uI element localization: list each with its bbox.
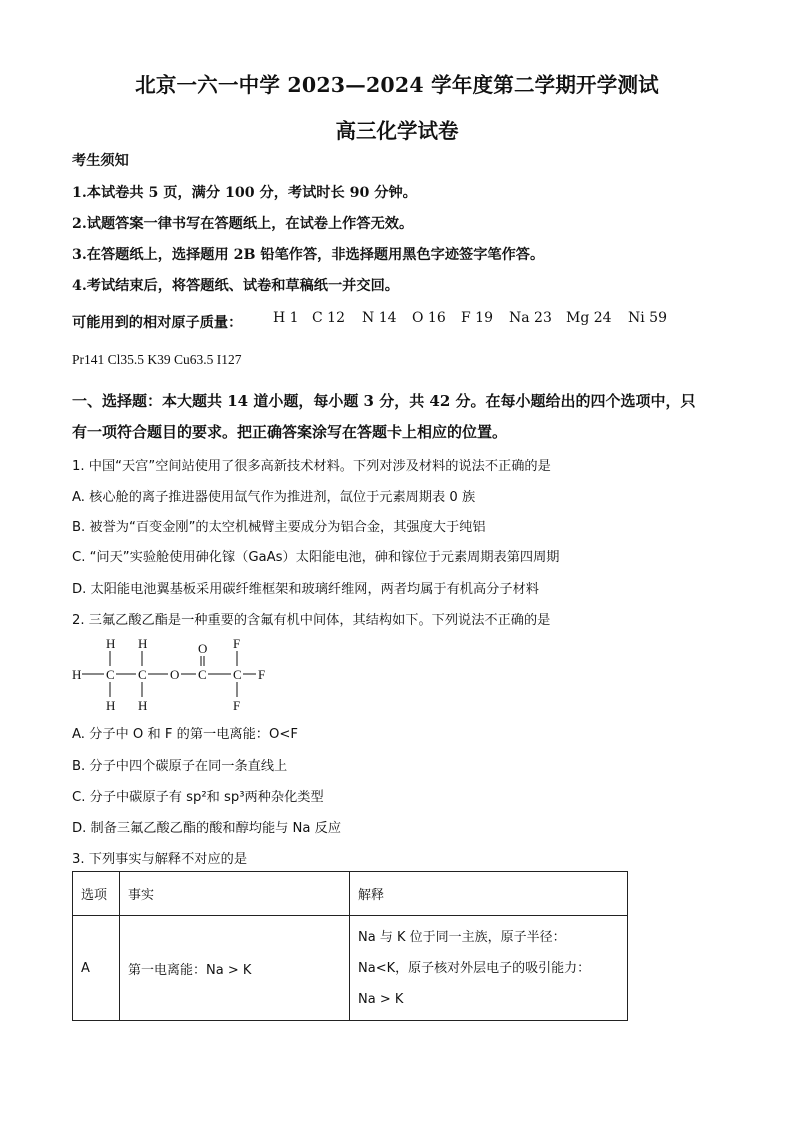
atomic-mass-item: H 1 — [273, 310, 299, 326]
atomic-mass-item: Mg 24 — [566, 310, 612, 326]
table-header: 事实 — [120, 872, 350, 916]
explanation-line: Na<K，原子核对外层电子的吸引能力： — [358, 960, 591, 976]
exam-title: 北京一六一中学 2023—2024 学年度第二学期开学测试 — [135, 73, 659, 97]
table-cell-fact: 第一电离能：Na > K — [120, 916, 350, 1021]
atom-c: C — [138, 667, 147, 682]
q1-stem: 1. 中国“天宫”空间站使用了很多高新技术材料。下列对涉及材料的说法不正确的是 — [72, 459, 551, 474]
atomic-mass-item: Ni 59 — [628, 310, 667, 326]
table-header: 解释 — [350, 872, 628, 916]
atom-o: O — [170, 667, 180, 682]
atom-h: H — [138, 636, 148, 651]
q2-option-b: B. 分子中四个碳原子在同一条直线上 — [72, 759, 288, 774]
explanation-line: Na 与 K 位于同一主族，原子半径： — [358, 929, 566, 945]
table-cell-option: A — [73, 916, 120, 1021]
notice-item: 1.本试卷共 5 页，满分 100 分，考试时长 90 分钟。 — [72, 185, 417, 201]
table-cell-explanation — [350, 916, 628, 1021]
exam-subtitle: 高三化学试卷 — [335, 119, 459, 143]
atomic-mass-item: C 12 — [312, 310, 345, 326]
notice-item: 3.在答题纸上，选择题用 2B 铅笔作答，非选择题用黑色字迹签字笔作答。 — [72, 247, 545, 263]
explanation-line: Na > K — [358, 991, 404, 1007]
atom-h: H — [72, 667, 82, 682]
atomic-mass-label: 可能用到的相对原子质量： — [72, 315, 243, 331]
atom-c: C — [198, 667, 207, 682]
q3-table — [72, 871, 628, 1021]
section-heading-cont: 有一项符合题目的要求。把正确答案涂写在答题卡上相应的位置。 — [72, 423, 508, 441]
table-row — [73, 916, 628, 1021]
atom-f: F — [233, 698, 241, 713]
atom-f: F — [233, 636, 241, 651]
notice-item: 2.试题答案一律书写在答题纸上，在试卷上作答无效。 — [72, 216, 414, 232]
atomic-mass-item: O 16 — [412, 310, 446, 326]
structural-formula — [70, 634, 290, 716]
atom-c: C — [106, 667, 115, 682]
q1-option-a: A. 核心舱的离子推进器使用氙气作为推进剂，氙位于元素周期表 0 族 — [72, 490, 476, 505]
atomic-mass-item: N 14 — [362, 310, 397, 326]
notice-item: 4.考试结束后，将答题纸、试卷和草稿纸一并交回。 — [72, 278, 399, 294]
table-header: 选项 — [73, 872, 120, 916]
notice-heading: 考生须知 — [72, 153, 129, 169]
atomic-mass-item: Na 23 — [509, 310, 552, 326]
table-header-row — [73, 872, 628, 916]
atom-h: H — [138, 698, 148, 713]
q2-option-c: C. 分子中碳原子有 sp²和 sp³两种杂化类型 — [72, 790, 324, 805]
atom-o: O — [198, 641, 208, 656]
q1-option-b: B. 被誉为“百变金刚”的太空机械臂主要成分为铝合金，其强度大于纯铝 — [72, 520, 486, 535]
q2-option-a: A. 分子中 O 和 F 的第一电离能：O<F — [72, 727, 298, 742]
q2-option-d: D. 制备三氟乙酸乙酯的酸和醇均能与 Na 反应 — [72, 821, 342, 836]
q1-option-c: C. “问天”实验舱使用砷化镓（GaAs）太阳能电池，砷和镓位于元素周期表第四周期 — [72, 550, 560, 565]
q2-stem: 2. 三氟乙酸乙酯是一种重要的含氟有机中间体，其结构如下。下列说法不正确的是 — [72, 613, 551, 628]
atom-c: C — [233, 667, 242, 682]
atom-h: H — [106, 698, 116, 713]
atom-h: H — [106, 636, 116, 651]
q3-stem: 3. 下列事实与解释不对应的是 — [72, 852, 248, 867]
atomic-mass-row2: Pr141 Cl35.5 K39 Cu63.5 I127 — [72, 352, 242, 367]
atomic-mass-item: F 19 — [461, 310, 493, 326]
q1-option-d: D. 太阳能电池翼基板采用碳纤维框架和玻璃纤维网，两者均属于有机高分子材料 — [72, 582, 539, 597]
atom-f: F — [258, 667, 266, 682]
section-heading: 一、选择题：本大题共 14 道小题，每小题 3 分，共 42 分。在每小题给出的四个选项中，只 — [72, 392, 696, 410]
